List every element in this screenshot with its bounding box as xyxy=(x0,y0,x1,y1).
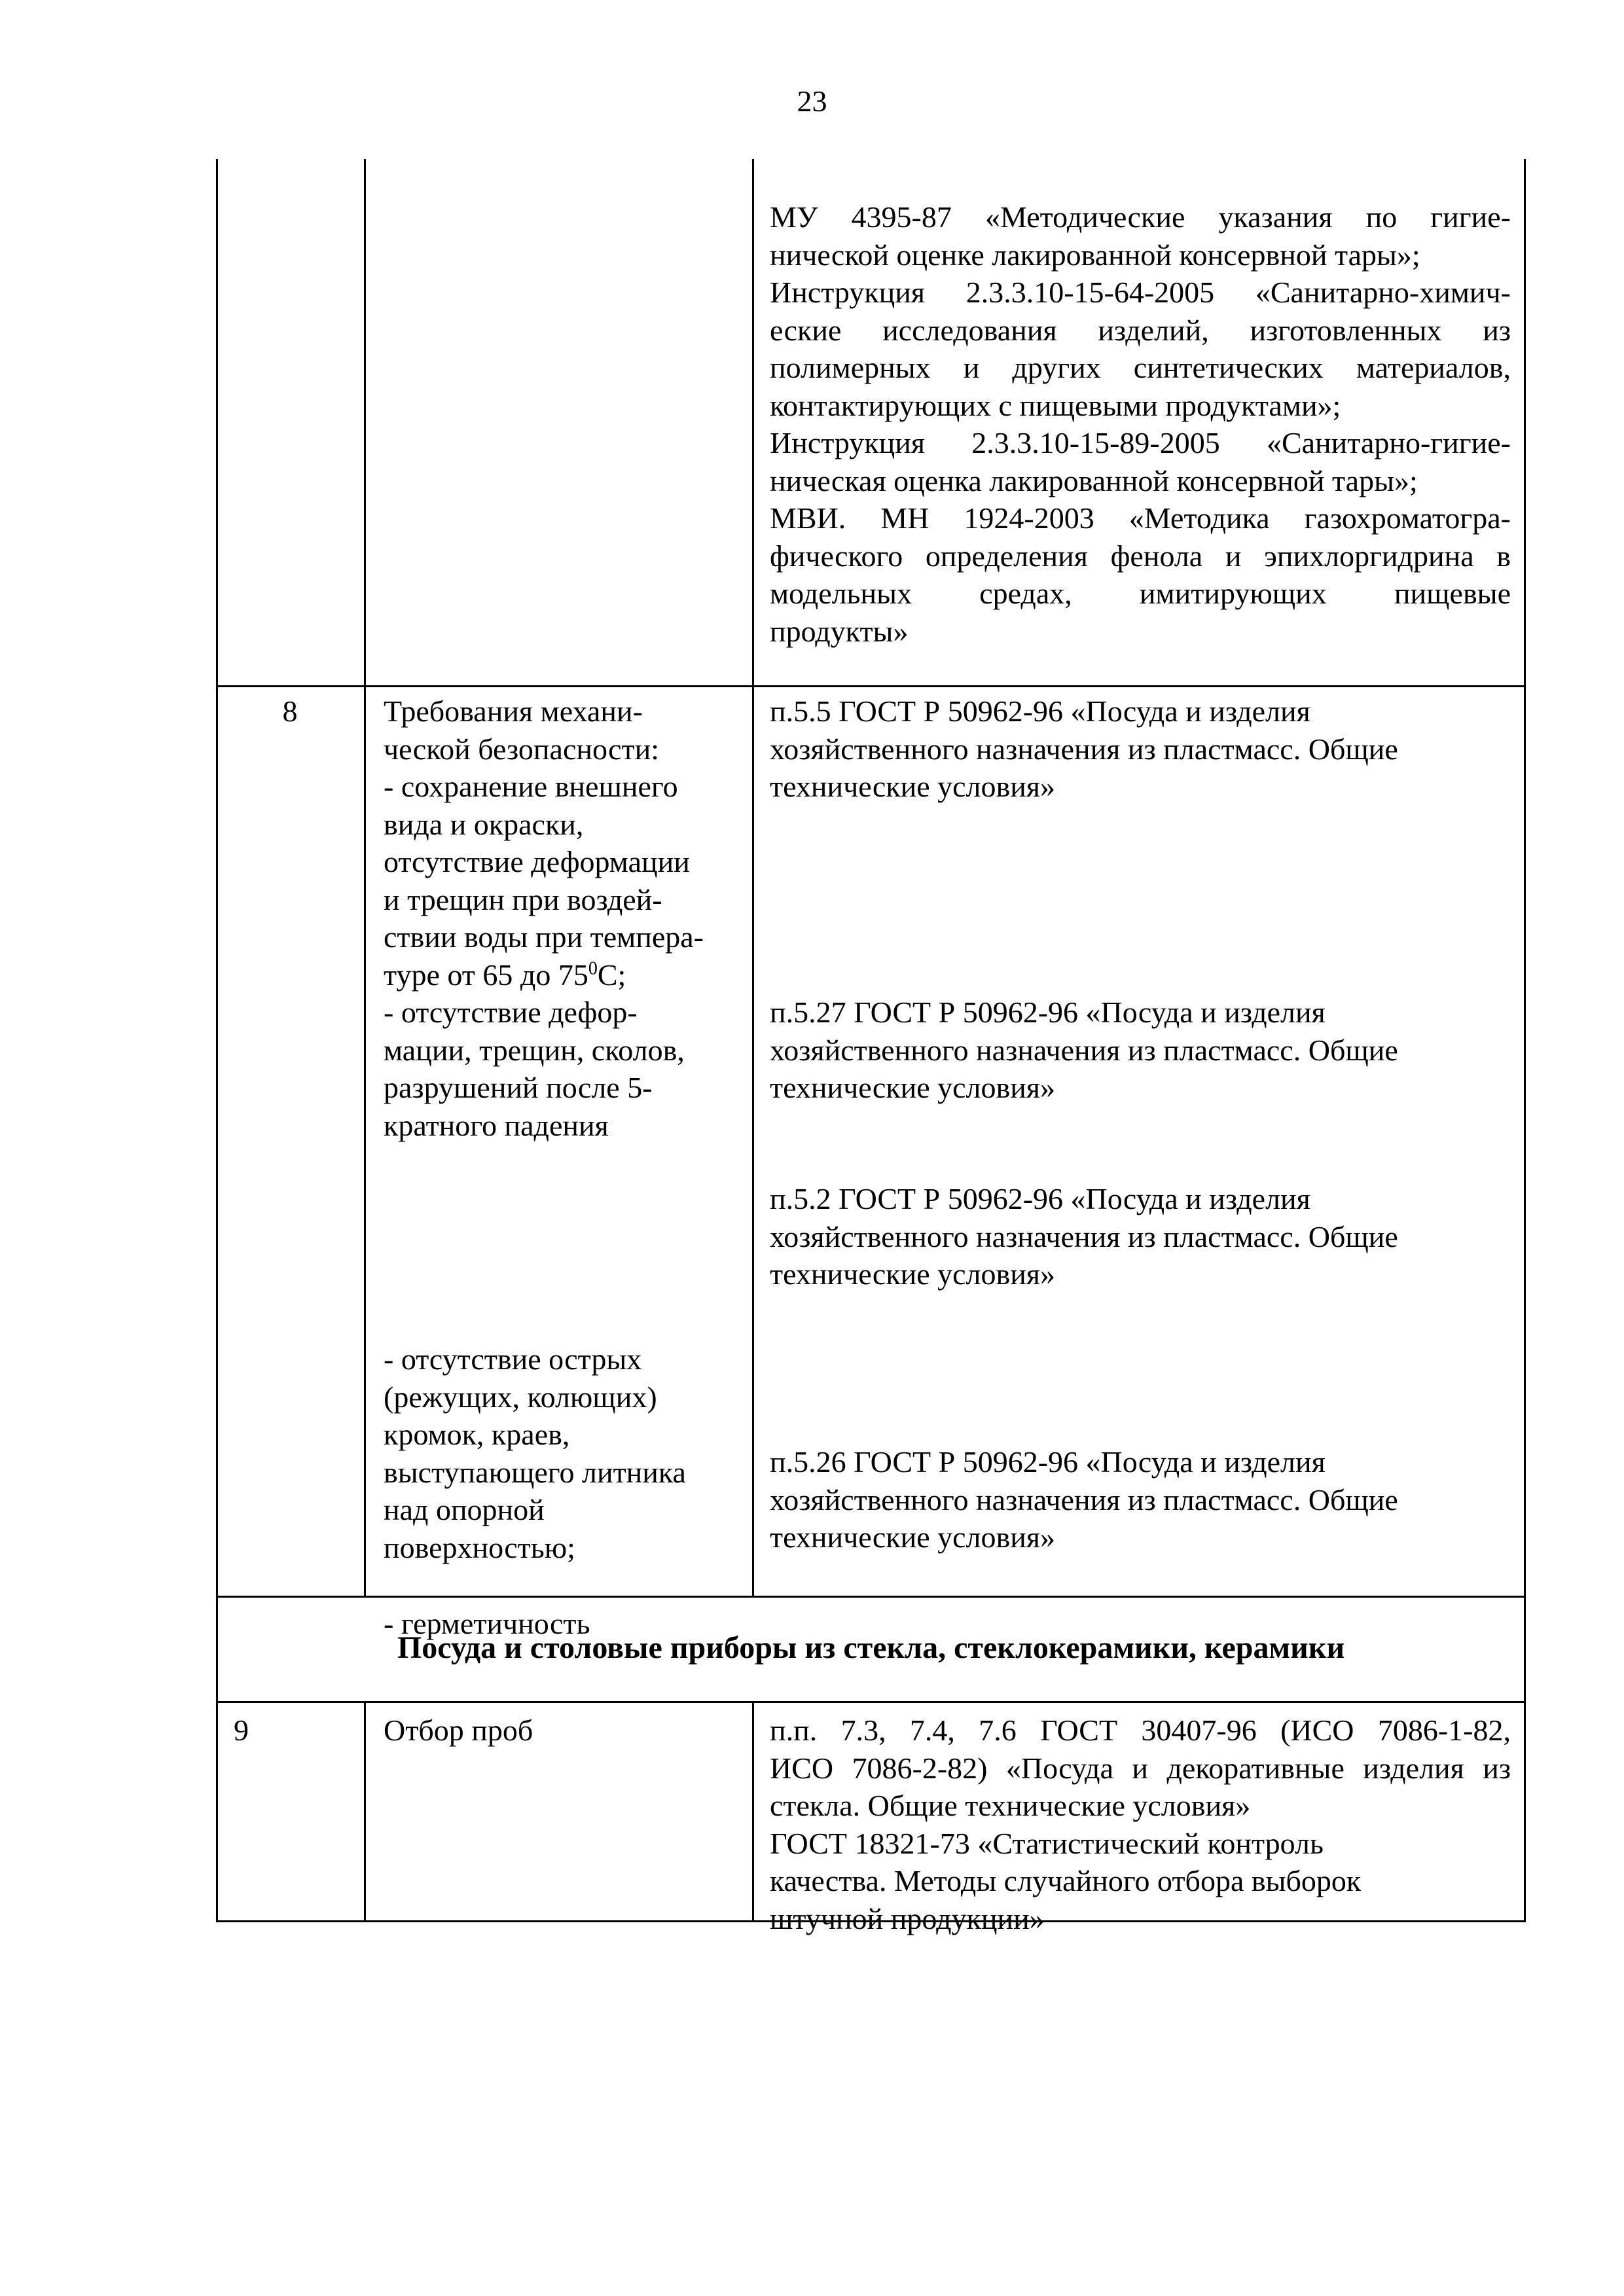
method-line: технические условия» xyxy=(770,1071,1056,1104)
requirement-line: - герметичность xyxy=(384,1607,590,1640)
row-divider-section xyxy=(216,1701,1526,1703)
method-line: Инструкция 2.3.3.10-15-89-2005 «Санитарно-гигие- xyxy=(770,426,1511,459)
requirement-line: поверхностью; xyxy=(384,1530,575,1564)
requirement-line: и трещин при воздей- xyxy=(384,882,662,916)
column-divider-1 xyxy=(364,159,366,1598)
method-line: хозяйственного назначения из пластмасс. Общие xyxy=(770,1219,1398,1253)
row-number-cell: 8 xyxy=(282,694,298,728)
method-line: продукты» xyxy=(770,614,909,648)
methods-cell-1 xyxy=(770,692,1511,806)
method-line: п.5.5 ГОСТ Р 50962-96 «Посуда и изделия xyxy=(770,694,1310,728)
requirement-line-temperature xyxy=(384,956,750,994)
methods-cell xyxy=(770,1712,1511,1937)
requirement-line: выступающего литника xyxy=(384,1455,686,1489)
method-line: технические условия» xyxy=(770,1520,1056,1554)
methods-cell-2 xyxy=(770,994,1511,1107)
method-line: п.п. 7.3, 7.4, 7.6 ГОСТ 30407-96 (ИСО 7086-1-82, xyxy=(770,1713,1511,1747)
row-divider-8 xyxy=(216,1596,1526,1598)
requirement-line: - сохранение внешнего xyxy=(384,770,678,803)
degree-superscript: 0 xyxy=(588,958,598,979)
method-line: качества. Методы случайного отбора выборок xyxy=(770,1864,1362,1897)
method-line: штучной продукции» xyxy=(770,1901,1045,1935)
column-divider-2-row9 xyxy=(752,1703,754,1922)
requirements-cell-sharp-edges xyxy=(384,1340,750,1566)
column-divider-1-row9 xyxy=(364,1703,366,1922)
row-divider-cont xyxy=(216,685,1526,687)
requirement-line: - отсутствие острых xyxy=(384,1342,642,1376)
requirement-line: (режущих, колющих) xyxy=(384,1380,657,1414)
section-header: Посуда и столовые приборы из стекла, стеклокерамики, керамики xyxy=(397,1630,1345,1665)
requirement-line: кратного падения xyxy=(384,1108,609,1142)
method-line: Инструкция 2.3.3.10-15-64-2005 «Санитарно-химич- xyxy=(770,276,1511,309)
method-line: п.5.27 ГОСТ Р 50962-96 «Посуда и изделия xyxy=(770,996,1326,1029)
method-line: ИСО 7086-2-82) «Посуда и декоративные изделия из xyxy=(770,1751,1511,1785)
methods-cell-4 xyxy=(770,1443,1511,1556)
requirement-line: вида и окраски, xyxy=(384,807,584,841)
method-line: полимерных и других синтетических материалов, xyxy=(770,351,1511,384)
method-line: еские исследования изделий, изготовленных из xyxy=(770,313,1511,347)
method-line: ГОСТ 18321-73 «Статистический контроль xyxy=(770,1826,1324,1860)
method-line: хозяйственного назначения из пластмасс. Общие xyxy=(770,732,1398,766)
method-line: хозяйственного назначения из пластмасс. Общие xyxy=(770,1482,1398,1516)
requirements-cell xyxy=(384,692,750,1144)
method-line: хозяйственного назначения из пластмасс. Общие xyxy=(770,1033,1398,1067)
method-line: модельных средах, имитирующих пищевые xyxy=(770,577,1511,610)
temperature-text: туре от 65 до 75 xyxy=(384,958,588,992)
requirement-line: разрушений после 5- xyxy=(384,1071,653,1104)
page-number: 23 xyxy=(797,84,827,118)
method-line: технические условия» xyxy=(770,770,1056,803)
method-line: п.5.2 ГОСТ Р 50962-96 «Посуда и изделия xyxy=(770,1182,1310,1215)
method-line: МУ 4395-87 «Методические указания по гигие- xyxy=(770,200,1511,234)
requirement-line: ческой безопасности: xyxy=(384,732,660,766)
requirement-line: над опорной xyxy=(384,1493,545,1526)
methods-cell-3 xyxy=(770,1180,1511,1293)
requirement-line: - отсутствие дефор- xyxy=(384,996,638,1029)
requirement-line: Требования механи- xyxy=(384,694,643,728)
method-line: ническая оценка лакированной консервной тары»; xyxy=(770,463,1418,497)
method-line: технические условия» xyxy=(770,1257,1056,1291)
method-line: п.5.26 ГОСТ Р 50962-96 «Посуда и изделия xyxy=(770,1445,1326,1479)
method-line: фического определения фенола и эпихлоргидрина в xyxy=(770,539,1511,573)
method-line: контактирующих с пищевыми продуктами»; xyxy=(770,388,1341,422)
column-divider-2 xyxy=(752,159,754,1598)
method-line: стекла. Общие технические условия» xyxy=(770,1789,1251,1822)
method-line: нической оценке лакированной консервной тары»; xyxy=(770,238,1420,272)
requirement-line: ствии воды при темпера- xyxy=(384,920,704,954)
requirement-line: кромок, краев, xyxy=(384,1418,570,1451)
requirement-line: мации, трещин, сколов, xyxy=(384,1033,685,1067)
requirement-line: отсутствие деформации xyxy=(384,845,690,878)
row-number-cell: 9 xyxy=(234,1713,249,1747)
methods-cell-continued xyxy=(770,198,1511,650)
requirements-cell: Отбор проб xyxy=(384,1713,533,1747)
temperature-unit: С; xyxy=(597,958,626,992)
method-line: МВИ. МН 1924-2003 «Методика газохроматогра- xyxy=(770,501,1511,535)
